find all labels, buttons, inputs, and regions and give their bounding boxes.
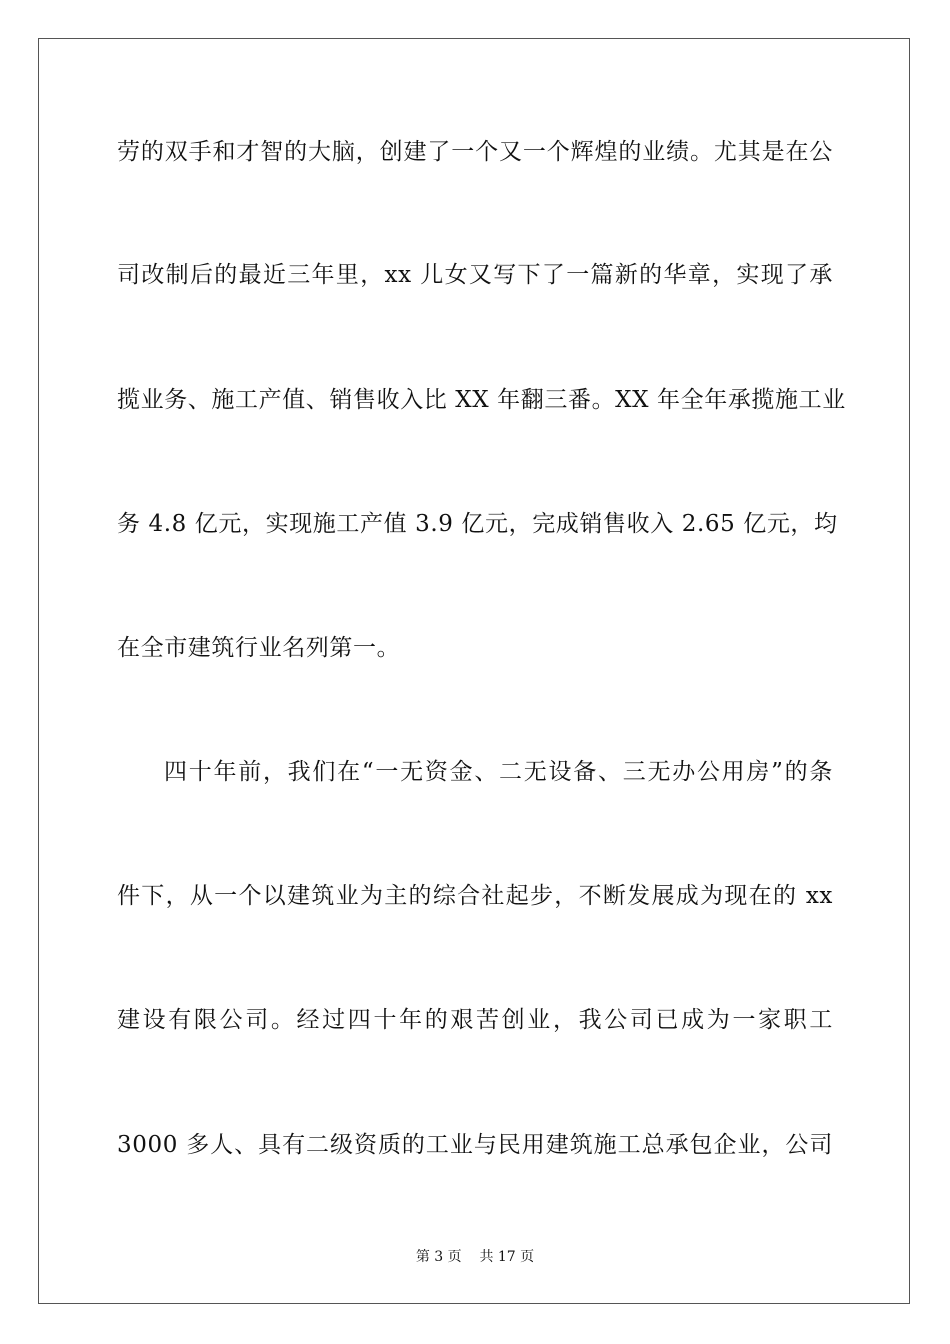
page-border [38,38,910,1304]
paragraph-line: 建设有限公司。经过四十年的艰苦创业，我公司已成为一家职工 [117,1007,833,1033]
page-total: 共 17 页 [479,1249,535,1265]
paragraph-line: 揽业务、施工产值、销售收入比 XX 年翻三番。XX 年全年承揽施工业 [117,387,846,413]
paragraph-line: 司改制后的最近三年里，xx 儿女又写下了一篇新的华章，实现了承 [117,262,833,288]
page-number: 第 3 页 [415,1249,462,1265]
paragraph-line: 3000 多人、具有二级资质的工业与民用建筑施工总承包企业，公司 [117,1132,833,1158]
paragraph-line: 四十年前，我们在“一无资金、二无设备、三无办公用房”的条 [164,759,833,785]
page-footer [0,1248,950,1266]
paragraph-line: 在全市建筑行业名列第一。 [117,635,401,661]
paragraph-line: 件下，从一个以建筑业为主的综合社起步，不断发展成为现在的 xx [117,883,833,909]
paragraph-line: 务 4.8 亿元，实现施工产值 3.9 亿元，完成销售收入 2.65 亿元，均 [117,511,838,537]
paragraph-line: 劳的双手和才智的大脑，创建了一个又一个辉煌的业绩。尤其是在公 [117,139,833,165]
